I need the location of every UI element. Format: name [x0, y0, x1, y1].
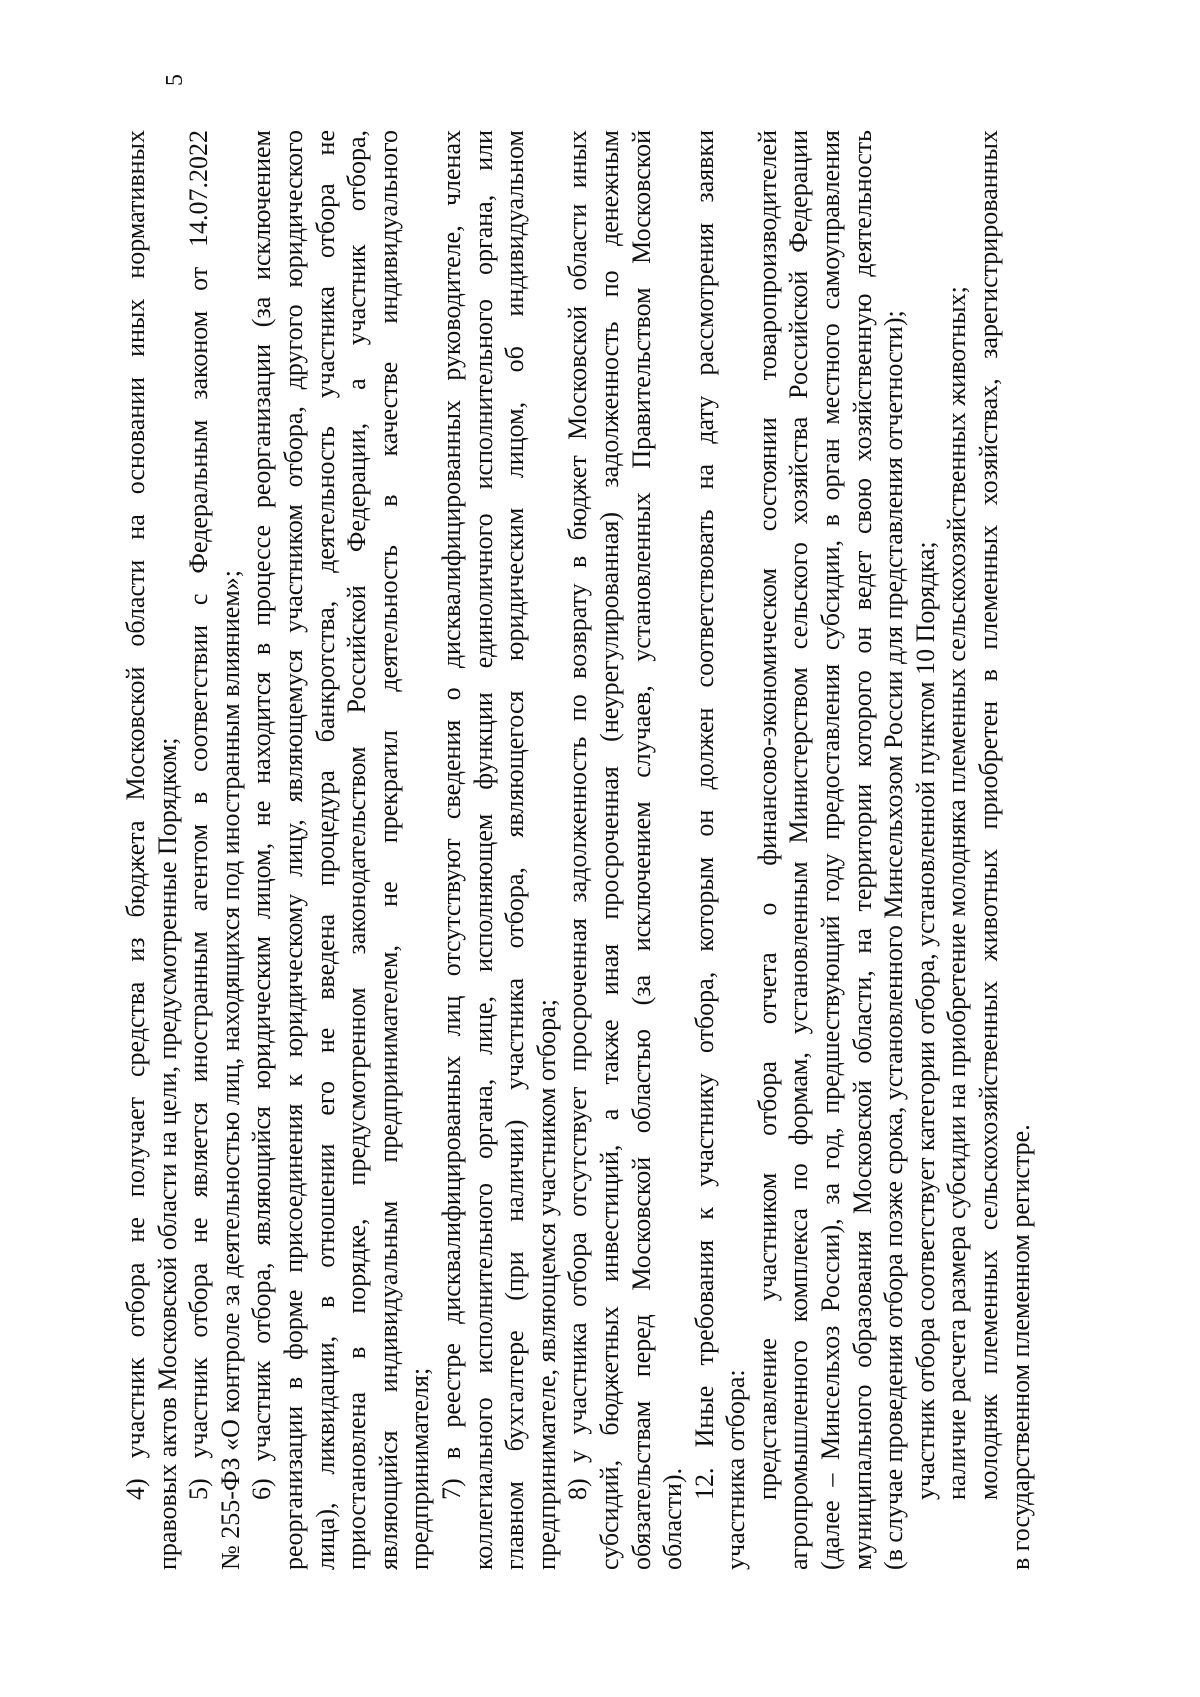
text-line: (в случае проведения отбора позже срока, установленного Минсельхозом России для представления отчетности); [879, 310, 909, 1570]
text-line: правовых актов Московской области на цели, предусмотренные Порядком; [152, 737, 182, 1570]
text-line: приостановлена в порядке, предусмотренном законодательством Российской Федерации, а участник отбора, [342, 130, 372, 1570]
text-line: 6) участник отбора, являющийся юридическим лицом, не находится в процессе реорганизации (за исключением [247, 130, 277, 1500]
text-line: участник отбора соответствует категории отбора, установленной пунктом 10 Порядка; [910, 541, 940, 1500]
text-line: в государственном племенном регистре. [1005, 1124, 1035, 1570]
text-line: участника отбора: [721, 1369, 751, 1570]
text-line: главном бухгалтере (при наличии) участника отбора, являющегося юридическим лицом, об индивидуальном [500, 130, 530, 1570]
text-line: коллегиального исполнительного органа, лице, исполняющем функции единоличного исполнительного органа, или [468, 130, 498, 1570]
rotated-content [120, 74, 1080, 1640]
text-line: области). [658, 1467, 688, 1570]
document-body [120, 130, 1036, 1570]
text-line: 5) участник отбора не является иностранным агентом в соответствии с Федеральным законом от 14.07.2022 [184, 130, 214, 1500]
page-number: 5 [162, 74, 188, 86]
text-line: предпринимателе, являющемся участником отбора; [531, 999, 561, 1570]
text-line: (далее – Минсельхоз России), за год, предшествующий году предоставления субсидии, в орган местного самоуправления [816, 130, 846, 1570]
text-line: молодняк племенных сельскохозяйственных животных приобретен в племенных хозяйствах, зарегистрированных [974, 130, 1004, 1500]
text-line: 8) у участника отбора отсутствует просроченная задолженность по возврату в бюджет Московской области иных [563, 130, 593, 1500]
text-line: 12. Иные требования к участнику отбора, которым он должен соответствовать на дату рассмотрения заявки [689, 130, 719, 1500]
text-line: реорганизации в форме присоединения к юридическому лицу, являющемуся участником отбора, другого юридического [278, 130, 308, 1570]
text-line: являющийся индивидуальным предпринимателем, не прекратил деятельность в качестве индивидуального [373, 130, 403, 1570]
text-line: обязательствам перед Московской областью (за исключением случаев, установленных Правительством Московской [626, 130, 656, 1570]
text-line: № 255-ФЗ «О контроле за деятельностью лиц, находящихся под иностранным влиянием»; [215, 570, 245, 1570]
text-line: представление участником отбора отчета о финансово-экономическом состоянии товаропроизводителей [752, 130, 782, 1500]
text-line: агропромышленного комплекса по формам, установленным Министерством сельского хозяйства Российской Федерации [784, 130, 814, 1570]
text-line: предпринимателя; [405, 1367, 435, 1570]
text-line: 4) участник отбора не получает средства из бюджета Московской области на основании иных нормативных [121, 130, 150, 1500]
text-line: 7) в реестре дисквалифицированных лиц отсутствуют сведения о дисквалифицированных руководителе, членах [436, 130, 466, 1500]
text-line: субсидий, бюджетных инвестиций, а также иная просроченная (неурегулированная) задолженность по денежным [594, 130, 624, 1570]
text-line: лица), ликвидации, в отношении его не введена процедура банкротства, деятельность участника отбора не [310, 130, 340, 1570]
text-line: наличие расчета размера субсидии на приобретение молодняка племенных сельскохозяйственных животных; [942, 286, 972, 1500]
text-line: муниципального образования Московской области, на территории которого он ведет свою хозяйственную деятельность [847, 130, 877, 1570]
